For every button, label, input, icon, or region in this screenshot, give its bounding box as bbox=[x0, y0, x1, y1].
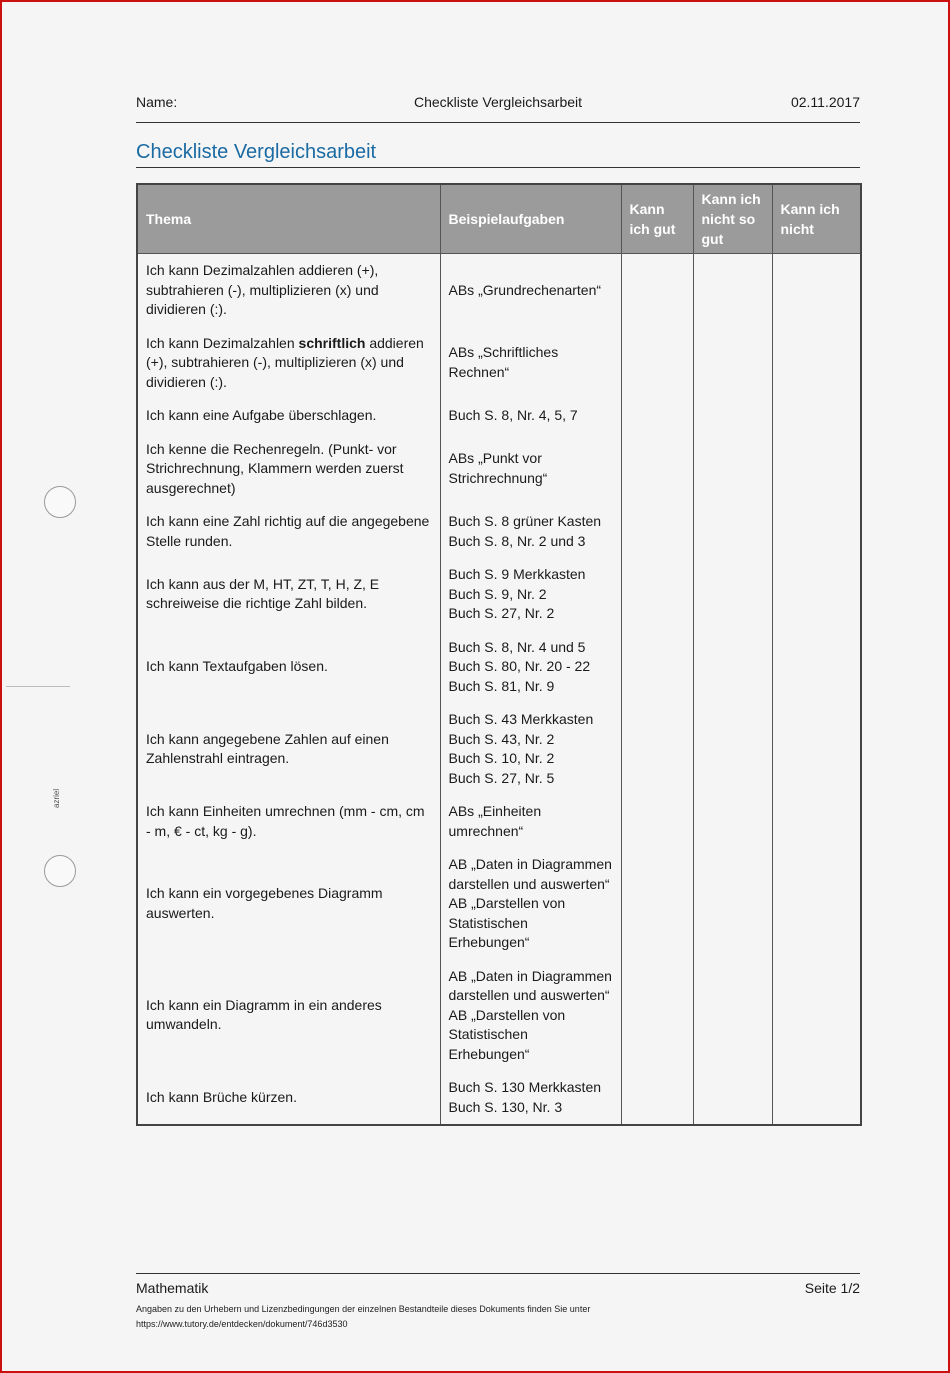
thema-text: Ich kenne die Rechenregeln. (Punkt- vor Strichrechnung, Klammern werden zuerst ausgerechnet) bbox=[146, 440, 404, 496]
thema-cell bbox=[137, 703, 440, 795]
footer-subject: Mathematik bbox=[136, 1280, 209, 1296]
thema-text: Ich kann aus der M, HT, ZT, T, H, Z, E schreiweise die richtige Zahl bilden. bbox=[146, 575, 380, 612]
table-row bbox=[137, 960, 861, 1072]
check-nicht-so-gut-cell[interactable] bbox=[693, 795, 772, 848]
thema-cell bbox=[137, 505, 440, 558]
check-gut-cell[interactable] bbox=[621, 848, 693, 960]
beispiel-item: ABs „Grundrechenarten“ bbox=[448, 281, 602, 298]
beispiel-item: Buch S. 43, Nr. 2 bbox=[448, 730, 555, 747]
beispiel-item: Buch S. 80, Nr. 20 - 22 bbox=[448, 658, 591, 674]
footer-legal-link[interactable]: https://www.tutory.de/entdecken/dokument/746d3530 bbox=[136, 1319, 348, 1329]
table-header-row bbox=[137, 184, 861, 254]
thema-cell bbox=[137, 795, 440, 848]
punch-hole-bottom bbox=[44, 855, 76, 887]
table-row bbox=[137, 558, 861, 631]
beispiel-cell bbox=[440, 505, 621, 558]
check-gut-cell[interactable] bbox=[621, 505, 693, 558]
beispiel-cell bbox=[440, 1071, 621, 1125]
footer-legal bbox=[136, 1302, 860, 1332]
check-nicht-cell[interactable] bbox=[772, 505, 861, 558]
thema-text: Ich kann angegebene Zahlen auf einen Zahlenstrahl eintragen. bbox=[146, 730, 389, 766]
footer-page-number: Seite 1/2 bbox=[804, 1280, 860, 1296]
thema-cell bbox=[137, 327, 440, 400]
beispiel-item: Buch S. 8, Nr. 4, 5, 7 bbox=[448, 407, 578, 423]
page-title: Checkliste Vergleichsarbeit bbox=[136, 139, 860, 168]
page-header bbox=[136, 94, 860, 123]
thema-cell bbox=[137, 848, 440, 960]
check-nicht-so-gut-cell[interactable] bbox=[693, 631, 772, 704]
header-doc-title: Checkliste Vergleichsarbeit bbox=[413, 94, 583, 110]
beispiel-item: Buch S. 27, Nr. 2 bbox=[448, 605, 555, 621]
check-nicht-so-gut-cell[interactable] bbox=[693, 254, 772, 327]
check-nicht-so-gut-cell[interactable] bbox=[693, 505, 772, 558]
beispiel-item: Buch S. 9, Nr. 2 bbox=[448, 585, 547, 602]
thema-text: Ich kann ein Diagramm in ein anderes umwandeln. bbox=[146, 996, 382, 1033]
check-gut-cell[interactable] bbox=[621, 327, 693, 400]
thema-cell bbox=[137, 1071, 440, 1125]
beispiel-cell bbox=[440, 254, 621, 327]
check-nicht-cell[interactable] bbox=[772, 703, 861, 795]
beispiel-cell bbox=[440, 327, 621, 400]
beispiel-cell bbox=[440, 960, 621, 1072]
header-date: 02.11.2017 bbox=[790, 94, 860, 110]
check-nicht-cell[interactable] bbox=[772, 960, 861, 1072]
table-row bbox=[137, 505, 861, 558]
thema-text: Ich kann Textaufgaben lösen. bbox=[146, 658, 328, 674]
table-row bbox=[137, 631, 861, 704]
beispiel-item: Buch S. 43 Merkkasten bbox=[448, 711, 594, 727]
check-nicht-so-gut-cell[interactable] bbox=[693, 399, 772, 433]
beispiel-item: ABs „Punkt vor Strichrechnung“ bbox=[448, 450, 548, 486]
check-nicht-cell[interactable] bbox=[772, 399, 861, 433]
table-row bbox=[137, 399, 861, 433]
punch-hole-top bbox=[44, 486, 76, 518]
beispiel-item: Buch S. 10, Nr. 2 bbox=[448, 750, 555, 766]
beispiel-item: AB „Darstellen von Statistischen Erhebungen“ bbox=[448, 895, 566, 950]
thema-cell bbox=[137, 960, 440, 1072]
check-nicht-cell[interactable] bbox=[772, 1071, 861, 1125]
thema-cell bbox=[137, 433, 440, 506]
check-gut-cell[interactable] bbox=[621, 960, 693, 1072]
beispiel-cell bbox=[440, 848, 621, 960]
beispiel-item: Buch S. 27, Nr. 5 bbox=[448, 769, 555, 786]
table-row bbox=[137, 795, 861, 848]
check-nicht-so-gut-cell[interactable] bbox=[693, 703, 772, 795]
check-nicht-so-gut-cell[interactable] bbox=[693, 558, 772, 631]
check-gut-cell[interactable] bbox=[621, 1071, 693, 1125]
check-gut-cell[interactable] bbox=[621, 795, 693, 848]
thema-cell bbox=[137, 631, 440, 704]
beispiel-cell bbox=[440, 433, 621, 506]
beispiel-cell bbox=[440, 558, 621, 631]
col-header-nicht: Kann ich nicht bbox=[772, 184, 861, 254]
check-nicht-so-gut-cell[interactable] bbox=[693, 1071, 772, 1125]
check-nicht-cell[interactable] bbox=[772, 433, 861, 506]
table-row bbox=[137, 1071, 861, 1125]
check-gut-cell[interactable] bbox=[621, 433, 693, 506]
thema-text: Ich kann ein vorgegebenes Diagramm auswerten. bbox=[146, 885, 383, 921]
table-row bbox=[137, 254, 861, 327]
thema-cell bbox=[137, 558, 440, 631]
thema-text: Ich kann Dezimalzahlen addieren (+), subtrahieren (-), multiplizieren (x) und dividieren (:). bbox=[146, 262, 379, 317]
beispiel-item: ABs „Schriftliches Rechnen“ bbox=[448, 344, 559, 380]
thema-text: Ich kann Dezimalzahlen bbox=[146, 334, 299, 351]
beispiel-item: Buch S. 130, Nr. 3 bbox=[448, 1098, 563, 1115]
table-row bbox=[137, 327, 861, 400]
col-header-thema: Thema bbox=[137, 184, 440, 254]
beispiel-item: Buch S. 81, Nr. 9 bbox=[448, 677, 555, 694]
check-nicht-cell[interactable] bbox=[772, 848, 861, 960]
page-footer bbox=[136, 1273, 860, 1332]
check-gut-cell[interactable] bbox=[621, 703, 693, 795]
check-nicht-so-gut-cell[interactable] bbox=[693, 327, 772, 400]
check-nicht-so-gut-cell[interactable] bbox=[693, 433, 772, 506]
beispiel-cell bbox=[440, 795, 621, 848]
fold-mark bbox=[6, 686, 70, 687]
beispiel-item: Buch S. 130 Merkkasten bbox=[448, 1079, 602, 1095]
thema-cell bbox=[137, 254, 440, 327]
beispiel-cell bbox=[440, 631, 621, 704]
check-gut-cell[interactable] bbox=[621, 558, 693, 631]
side-label: azriel bbox=[52, 788, 61, 808]
footer-legal-text: Angaben zu den Urhebern und Lizenzbedingungen der einzelnen Bestandteile dieses Dokuments finden Sie unter bbox=[136, 1304, 591, 1314]
col-header-nicht-so-gut: Kann ich nicht so gut bbox=[693, 184, 772, 254]
table-body bbox=[137, 254, 861, 1126]
checklist-table bbox=[136, 183, 862, 1126]
thema-text-continued: addieren (+), subtrahieren (-), multiplizieren (x) und dividieren (:). bbox=[146, 334, 424, 390]
beispiel-item: AB „Daten in Diagrammen darstellen und auswerten“ bbox=[448, 967, 612, 1003]
beispiel-cell bbox=[440, 703, 621, 795]
col-header-gut: Kann ich gut bbox=[621, 184, 693, 254]
check-nicht-so-gut-cell[interactable] bbox=[693, 960, 772, 1072]
check-gut-cell[interactable] bbox=[621, 254, 693, 327]
thema-emphasis: schriftlich bbox=[298, 334, 366, 351]
check-nicht-cell[interactable] bbox=[772, 631, 861, 704]
thema-text: Ich kann Einheiten umrechnen (mm - cm, cm - m, € - ct, kg - g). bbox=[146, 803, 425, 839]
beispiel-cell bbox=[440, 399, 621, 433]
thema-text: Ich kann eine Zahl richtig auf die angegebene Stelle runden. bbox=[146, 513, 430, 549]
check-nicht-so-gut-cell[interactable] bbox=[693, 848, 772, 960]
name-label: Name: bbox=[136, 94, 178, 110]
thema-text: Ich kann Brüche kürzen. bbox=[146, 1088, 297, 1105]
col-header-beispiel: Beispielaufgaben bbox=[440, 184, 621, 254]
check-nicht-cell[interactable] bbox=[772, 795, 861, 848]
check-gut-cell[interactable] bbox=[621, 399, 693, 433]
beispiel-item: AB „Darstellen von Statistischen Erhebungen“ bbox=[448, 1006, 566, 1062]
beispiel-item: Buch S. 8, Nr. 2 und 3 bbox=[448, 532, 586, 549]
thema-cell bbox=[137, 399, 440, 433]
beispiel-item: AB „Daten in Diagrammen darstellen und auswerten“ bbox=[448, 856, 612, 892]
check-nicht-cell[interactable] bbox=[772, 558, 861, 631]
beispiel-item: Buch S. 9 Merkkasten bbox=[448, 566, 586, 582]
table-row bbox=[137, 433, 861, 506]
check-nicht-cell[interactable] bbox=[772, 327, 861, 400]
beispiel-item: Buch S. 8 grüner Kasten bbox=[448, 513, 602, 529]
thema-text: Ich kann eine Aufgabe überschlagen. bbox=[146, 407, 377, 423]
table-row bbox=[137, 703, 861, 795]
beispiel-item: ABs „Einheiten umrechnen“ bbox=[448, 803, 542, 839]
table-row bbox=[137, 848, 861, 960]
beispiel-item: Buch S. 8, Nr. 4 und 5 bbox=[448, 638, 586, 655]
check-gut-cell[interactable] bbox=[621, 631, 693, 704]
check-nicht-cell[interactable] bbox=[772, 254, 861, 327]
